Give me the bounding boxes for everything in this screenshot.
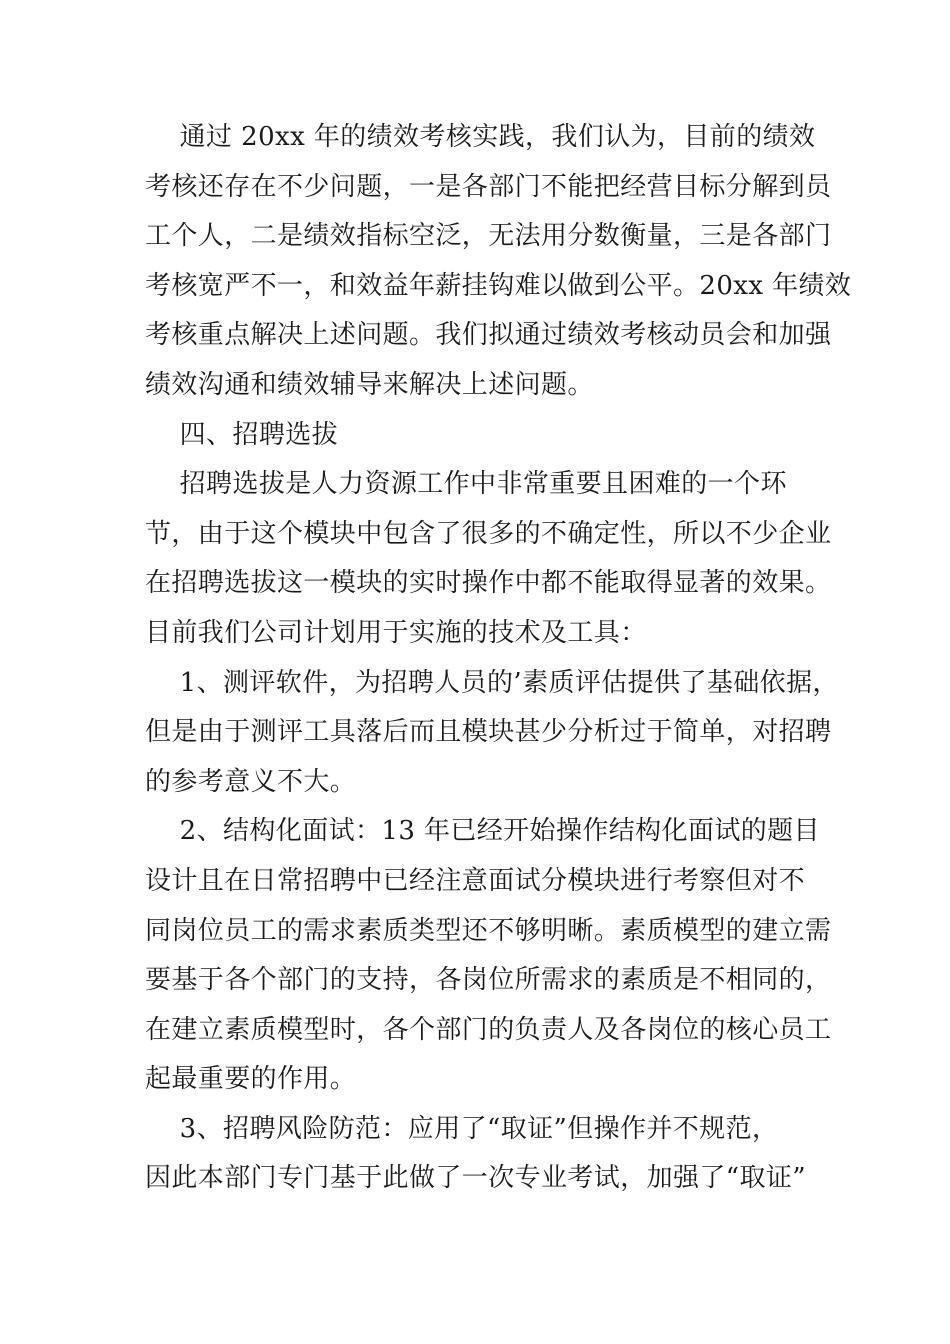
text-line: 绩效沟通和绩效辅导来解决上述问题。 [145,369,594,400]
text-line: 因此本部门专门基于此做了一次专业考试，加强了“取证” [145,1163,806,1194]
text-line: 3、招聘风险防范：应用了“取证”但操作并不规范， [145,1113,779,1144]
text-line: 目前我们公司计划用于实施的技术及工具： [145,617,647,648]
text-line: 但是由于测评工具落后而且模块甚少分析过于简单，对招聘 [145,717,832,748]
text-line: 工个人，二是绩效指标空泛，无法用分数衡量，三是各部门 [145,221,832,252]
text-line: 考核宽严不一，和效益年薪挂钩难以做到公平。20xx 年绩效 [145,270,852,301]
text-line: 1、测评软件，为招聘人员的’素质评估提供了基础依据， [145,667,839,698]
text-line: 招聘选拔是人力资源工作中非常重要且困难的一个环 [145,469,787,500]
text-line: 在建立素质模型时，各个部门的负责人及各岗位的核心员工 [145,1014,832,1045]
text-line: 2、结构化面试：13 年已经开始操作结构化面试的题目 [145,816,820,847]
text-line: 的参考意义不大。 [145,766,357,797]
text-line: 要基于各个部门的支持，各岗位所需求的素质是不相同的， [145,965,832,996]
body-text [145,113,852,1204]
text-line: 起最重要的作用。 [145,1064,357,1095]
text-line: 节，由于这个模块中包含了很多的不确定性，所以不少企业 [145,518,832,549]
section-heading: 四、招聘选拔 [145,419,339,450]
text-line: 在招聘选拔这一模块的实时操作中都不能取得显著的效果。 [145,568,832,599]
text-line: 同岗位员工的需求素质类型还不够明晰。素质模型的建立需 [145,915,832,946]
text-line: 通过 20xx 年的绩效考核实践，我们认为，目前的绩效 [145,122,816,152]
text-line: 考核重点解决上述问题。我们拟通过绩效考核动员会和加强 [145,320,832,351]
text-line: 设计且在日常招聘中已经注意面试分模块进行考察但对不 [145,865,806,896]
text-line: 考核还存在不少问题，一是各部门不能把经营目标分解到员 [145,171,832,202]
